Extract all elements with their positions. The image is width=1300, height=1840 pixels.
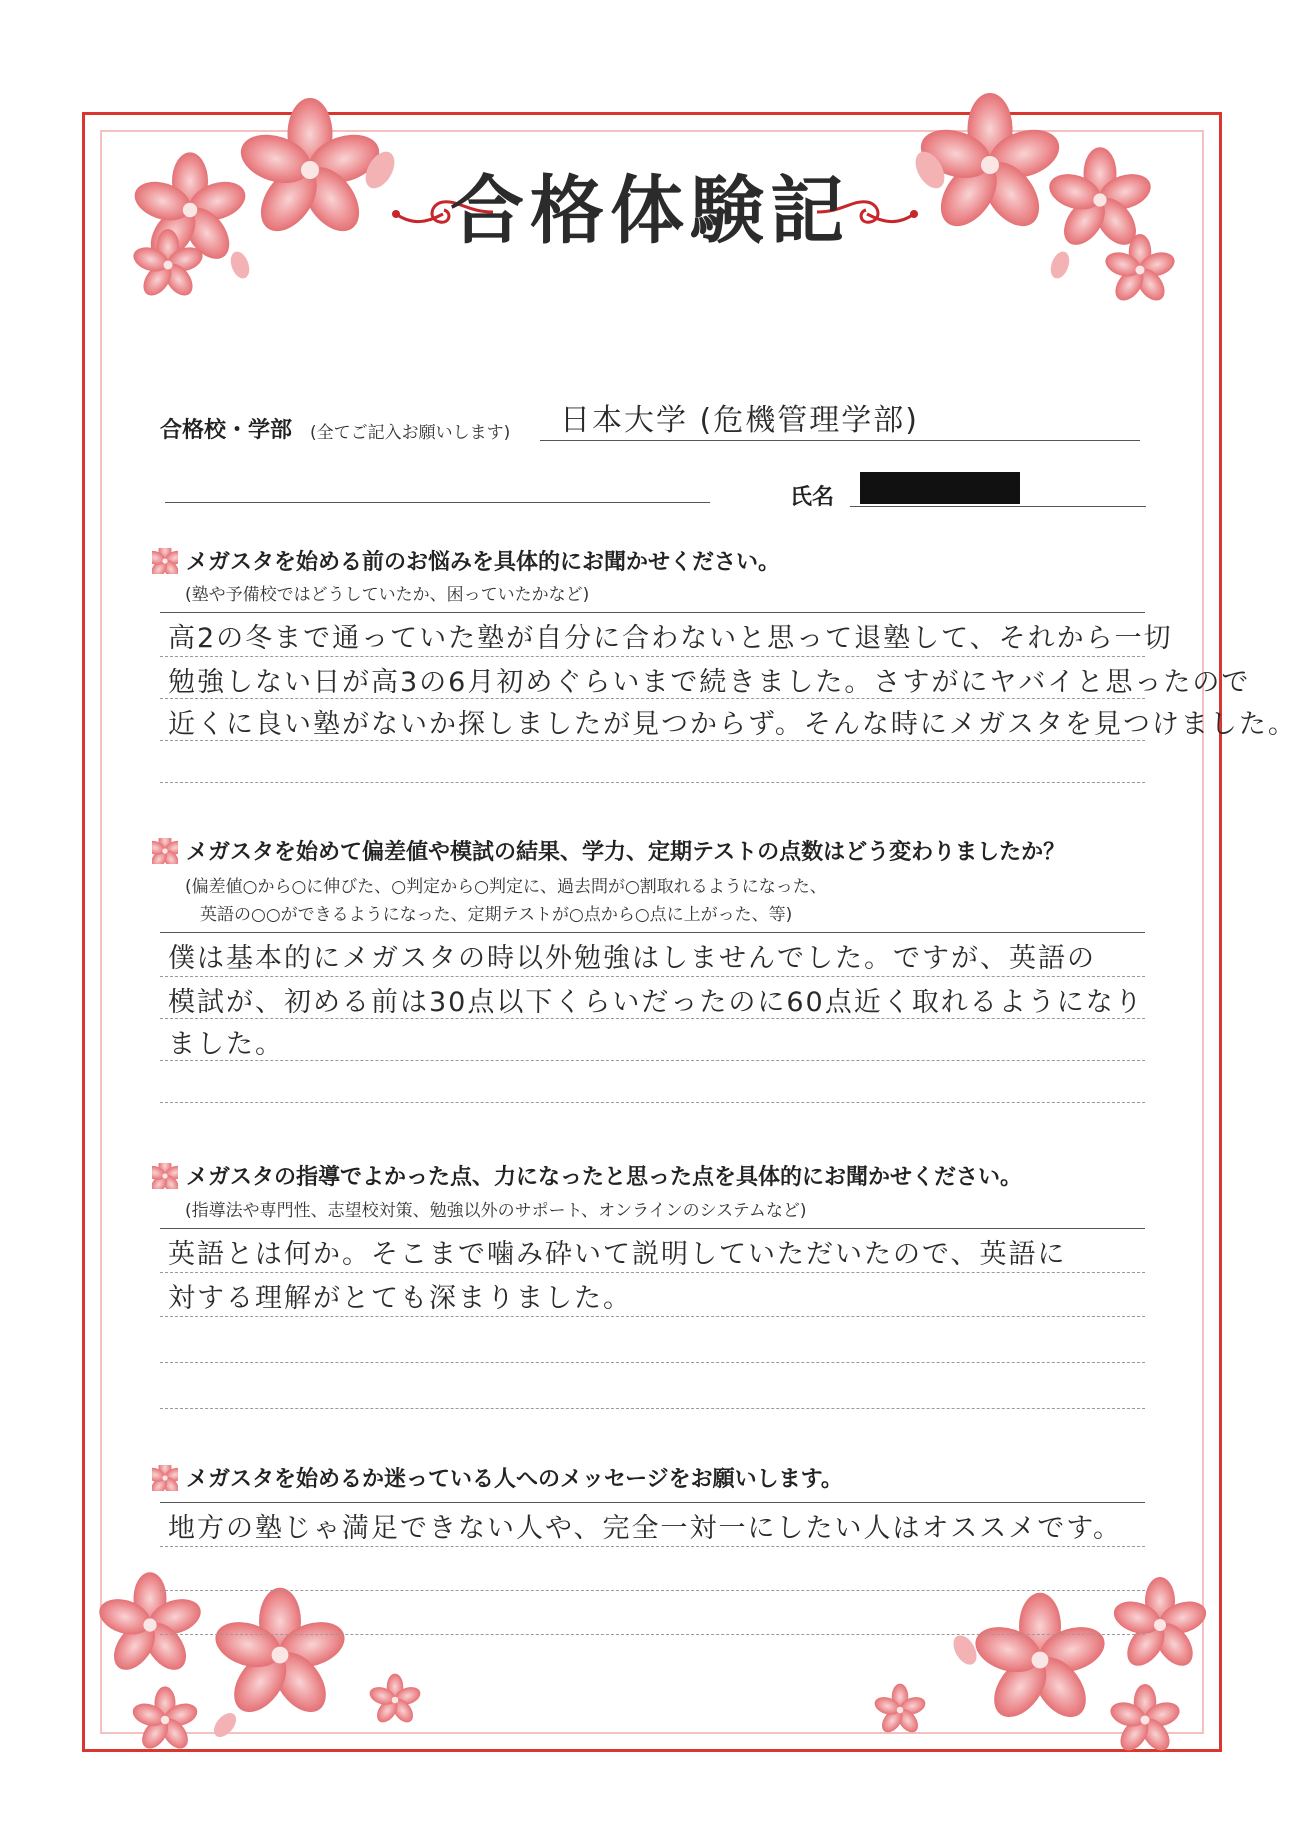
q1-answer-line-3: 近くに良い塾がないか探しましたが見つからず。そんな時にメガスタを見つけました。 [168, 709, 1297, 740]
q2-line-4 [160, 1102, 1145, 1103]
title-area [380, 150, 920, 260]
q3-line-2 [160, 1316, 1145, 1317]
q1-line-3 [160, 740, 1145, 741]
q1-answer-line-1: 高2の冬まで通っていた塾が自分に合わないと思って退塾して、それから一切 [168, 623, 1173, 654]
q3-answer-line-1: 英語とは何か。そこまで噛み砕いて説明していただいたので、英語に [168, 1239, 1067, 1270]
question-1-title: メガスタを始める前のお悩みを具体的にお聞かせください。 [186, 550, 781, 575]
q2-line-2 [160, 1018, 1145, 1019]
blossom-bullet-icon [152, 1465, 178, 1491]
q1-answer-line-2: 勉強しない日が高3の6月初めぐらいまで続きました。さすがにヤバイと思ったので [168, 667, 1251, 698]
question-3-title: メガスタの指導でよかった点、力になったと思った点を具体的にお聞かせください。 [186, 1165, 1023, 1190]
question-1-heading [152, 545, 780, 576]
q3-line-4 [160, 1408, 1145, 1409]
q3-line-3 [160, 1362, 1145, 1363]
q4-line-0 [160, 1502, 1145, 1503]
q2-line-1 [160, 976, 1145, 977]
question-2-title: メガスタを始めて偏差値や模試の結果、学力、定期テストの点数はどう変わりましたか？ [186, 840, 1066, 865]
q2-answer-line-3: ました。 [168, 1029, 284, 1060]
name-redaction [860, 472, 1020, 504]
page-title: 合格体験記 [450, 168, 850, 254]
blossom-bullet-icon [152, 548, 178, 574]
q4-line-2 [160, 1590, 1145, 1591]
name-underline [850, 506, 1146, 507]
blossom-bullet-icon [152, 1163, 178, 1189]
question-4-title: メガスタを始めるか迷っている人へのメッセージをお願いします。 [186, 1467, 843, 1492]
school-underline [540, 440, 1140, 441]
q4-line-3 [160, 1634, 1145, 1635]
q2-answer-line-2: 模試が、初める前は30点以下くらいだったのに60点近く取れるようになり [168, 987, 1144, 1018]
q2-answer-line-1: 僕は基本的にメガスタの時以外勉強はしませんでした。ですが、英語の [168, 943, 1096, 974]
question-1-hint: (塾や予備校ではどうしていたか、困っていたかなど) [185, 585, 590, 605]
q2-line-3 [160, 1060, 1145, 1061]
school-value: 日本大学 (危機管理学部) [560, 403, 919, 438]
question-3-heading [152, 1160, 1022, 1191]
school-label: 合格校・学部 [160, 418, 293, 443]
school-note: (全てご記入お願いします) [310, 423, 511, 443]
school-second-underline [165, 502, 710, 503]
q1-line-0 [160, 612, 1145, 613]
q1-line-1 [160, 656, 1145, 657]
question-2-hint-2: 英語の○○ができるようになった、定期テストが○点から○点に上がった、等) [200, 905, 793, 925]
question-3-hint: (指導法や専門性、志望校対策、勉強以外のサポート、オンラインのシステムなど) [185, 1201, 807, 1221]
q2-line-0 [160, 932, 1145, 933]
q4-line-1 [160, 1546, 1145, 1547]
blossom-bullet-icon [152, 838, 178, 864]
question-4-heading [152, 1462, 843, 1493]
q3-line-0 [160, 1228, 1145, 1229]
q3-answer-line-2: 対する理解がとても深まりました。 [168, 1283, 632, 1314]
question-2-heading [152, 835, 1065, 866]
q1-line-4 [160, 782, 1145, 783]
q3-line-1 [160, 1272, 1145, 1273]
name-label: 氏名 [790, 485, 835, 510]
q1-line-2 [160, 698, 1145, 699]
q4-answer-line-1: 地方の塾じゃ満足できない人や、完全一対一にしたい人はオススメです。 [168, 1513, 1123, 1544]
question-2-hint-1: (偏差値○から○に伸びた、○判定から○判定に、過去問が○割取れるようになった、 [185, 877, 827, 897]
